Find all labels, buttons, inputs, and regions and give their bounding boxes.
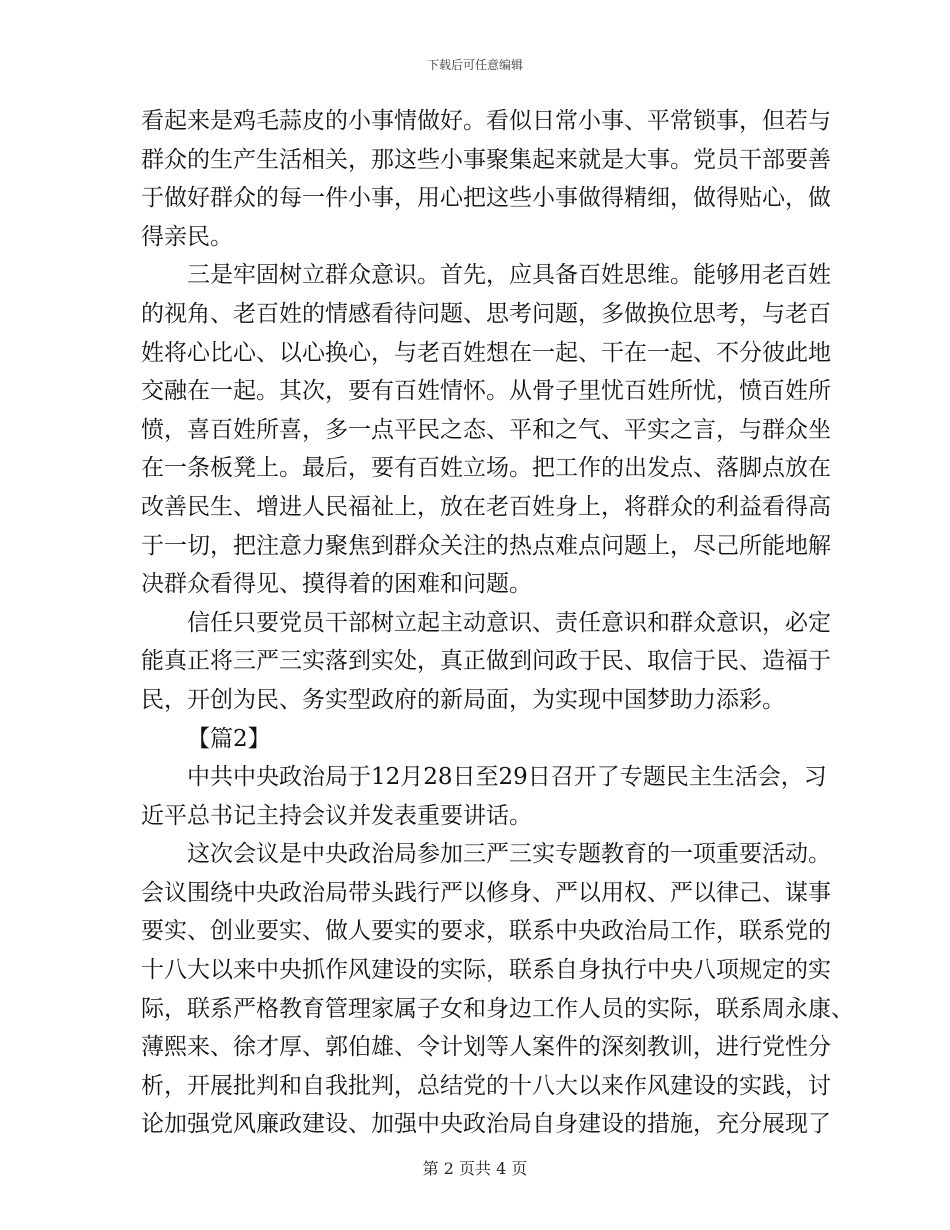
paragraph [141, 102, 831, 256]
text-line: 群众的生产生活相关，那这些小事聚集起来就是大事。党员干部要善 [141, 146, 831, 173]
text-line: 十八大以来中央抓作风建设的实际，联系自身执行中央八项规定的实 [141, 957, 831, 984]
text-line: 三是牢固树立群众意识。首先，应具备百姓思维。能够用老百姓 [187, 262, 831, 289]
text-line: 这次会议是中央政治局参加三严三实专题教育的一项重要活动。 [187, 841, 831, 868]
text-line: 决群众看得见、摸得着的困难和问题。 [141, 571, 532, 598]
document-body [141, 102, 854, 1144]
text-line: 在一条板凳上。最后，要有百姓立场。把工作的出发点、落脚点放在 [141, 455, 831, 482]
text-line: 民，开创为民、务实型政府的新局面，为实现中国梦助力添彩。 [141, 686, 785, 713]
paragraph [141, 256, 831, 603]
text-line: 交融在一起。其次，要有百姓情怀。从骨子里忧百姓所忧，愤百姓所 [141, 378, 831, 405]
page-header: 下载后可任意编辑 [426, 58, 523, 72]
text-line: 改善民生、增进人民福祉上，放在老百姓身上，将群众的利益看得高 [141, 493, 831, 520]
paragraph [141, 720, 809, 759]
paragraph [141, 835, 854, 1144]
text-line: 析，开展批判和自我批判，总结党的十八大以来作风建设的实践，讨 [141, 1072, 831, 1099]
text-line: 得亲民。 [141, 223, 233, 250]
text-line: 信任只要党员干部树立起主动意识、责任意识和群众意识，必定 [187, 609, 831, 636]
page-number: 第 2 页共 4 页 [422, 1159, 528, 1178]
text-line: 姓将心比心、以心换心，与老百姓想在一起、干在一起、不分彼此地 [141, 339, 831, 366]
text-line: 际，联系严格教育管理家属子女和身边工作人员的实际，联系周永康、 [141, 995, 854, 1022]
text-line: 能真正将三严三实落到实处，真正做到问政于民、取信于民、造福于 [141, 648, 831, 675]
text-line: 要实、创业要实、做人要实的要求，联系中央政治局工作，联系党的 [141, 918, 831, 945]
text-line: 论加强党风廉政建设、加强中央政治局自身建设的措施，充分展现了 [141, 1111, 831, 1138]
text-line: 的视角、老百姓的情感看待问题、思考问题，多做换位思考，与老百 [141, 300, 831, 327]
text-line: 会议围绕中央政治局带头践行严以修身、严以用权、严以律己、谋事 [141, 879, 831, 906]
paragraph [141, 758, 827, 835]
text-line: 中共中央政治局于12月28日至29日召开了专题民主生活会，习 [187, 764, 827, 791]
text-line: 于一切，把注意力聚焦到群众关注的热点难点问题上，尽己所能地解 [141, 532, 831, 559]
text-line: 近平总书记主持会议并发表重要讲话。 [141, 802, 532, 829]
paragraph [141, 604, 831, 720]
text-line: 薄熙来、徐才厚、郭伯雄、令计划等人案件的深刻教训，进行党性分 [141, 1034, 831, 1061]
text-line: 愤，喜百姓所喜，多一点平民之态、平和之气、平实之言，与群众坐 [141, 416, 831, 443]
text-line: 【篇2】 [187, 725, 271, 752]
text-line: 于做好群众的每一件小事，用心把这些小事做得精细，做得贴心，做 [141, 185, 831, 212]
text-line: 看起来是鸡毛蒜皮的小事情做好。看似日常小事、平常锁事，但若与 [141, 108, 831, 134]
